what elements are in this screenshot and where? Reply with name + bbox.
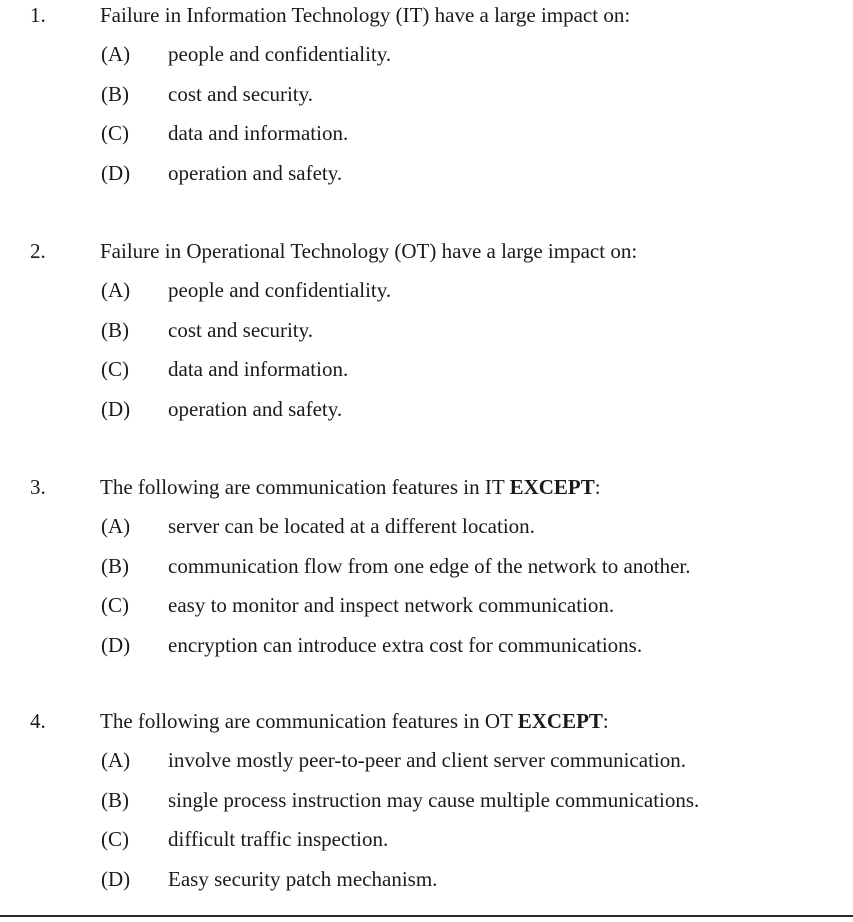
option-a bbox=[0, 29, 853, 69]
question-stem-line bbox=[0, 707, 853, 735]
question-number: 4. bbox=[30, 709, 46, 733]
option-text: single process instruction may cause multiple communications. bbox=[168, 787, 700, 812]
question-2 bbox=[0, 237, 853, 423]
option-letter: (C) bbox=[101, 357, 129, 381]
question-1 bbox=[0, 1, 853, 187]
option-text: cost and security. bbox=[168, 317, 314, 342]
option-letter: (D) bbox=[101, 632, 131, 657]
option-letter: (D) bbox=[101, 160, 131, 185]
option-d bbox=[0, 854, 853, 894]
option-text: people and confidentiality. bbox=[168, 42, 392, 66]
question-3 bbox=[0, 473, 853, 659]
question-number: 2. bbox=[30, 239, 46, 263]
option-a bbox=[0, 265, 853, 305]
option-letter: (B) bbox=[101, 787, 129, 812]
question-stem bbox=[100, 707, 609, 735]
option-letter: (A) bbox=[101, 278, 131, 302]
option-text: data and information. bbox=[168, 121, 349, 145]
option-text: difficult traffic inspection. bbox=[168, 827, 389, 851]
option-letter: (A) bbox=[101, 514, 131, 538]
question-number: 1. bbox=[30, 3, 46, 27]
option-letter: (A) bbox=[101, 42, 131, 66]
option-c bbox=[0, 580, 853, 620]
question-stem-line bbox=[0, 473, 853, 501]
option-text: operation and safety. bbox=[168, 160, 343, 185]
option-text: people and confidentiality. bbox=[168, 278, 392, 302]
option-b bbox=[0, 541, 853, 581]
option-text: operation and safety. bbox=[168, 396, 343, 421]
option-letter: (A) bbox=[101, 748, 131, 772]
option-text: easy to monitor and inspect network communication. bbox=[168, 593, 615, 617]
option-text: encryption can introduce extra cost for communications. bbox=[168, 632, 643, 657]
option-b bbox=[0, 69, 853, 109]
option-letter: (B) bbox=[101, 553, 129, 578]
option-text: involve mostly peer-to-peer and client server communication. bbox=[168, 748, 686, 772]
option-a bbox=[0, 735, 853, 775]
option-c bbox=[0, 108, 853, 148]
option-letter: (B) bbox=[101, 81, 129, 106]
question-number: 3. bbox=[30, 475, 46, 499]
question-stem-text: The following are communication features in IT bbox=[100, 475, 510, 499]
question-stem-text: Failure in Operational Technology (OT) have a large impact on: bbox=[100, 239, 638, 263]
option-c bbox=[0, 344, 853, 384]
option-b bbox=[0, 305, 853, 345]
option-text: Easy security patch mechanism. bbox=[168, 866, 438, 891]
option-letter: (D) bbox=[101, 866, 131, 891]
option-text: server can be located at a different location. bbox=[168, 514, 535, 538]
question-stem-suffix: : bbox=[602, 709, 609, 733]
option-letter: (B) bbox=[101, 317, 129, 342]
option-c bbox=[0, 814, 853, 854]
option-b bbox=[0, 775, 853, 815]
option-letter: (C) bbox=[101, 593, 129, 617]
option-a bbox=[0, 501, 853, 541]
question-stem-text: Failure in Information Technology (IT) have a large impact on: bbox=[100, 3, 631, 27]
page-bottom-divider bbox=[0, 915, 853, 917]
option-letter: (D) bbox=[101, 396, 131, 421]
question-stem bbox=[100, 1, 630, 29]
question-stem-line bbox=[0, 237, 853, 265]
option-d bbox=[0, 384, 853, 424]
question-stem bbox=[100, 473, 601, 501]
question-4 bbox=[0, 707, 853, 893]
option-text: data and information. bbox=[168, 357, 349, 381]
question-stem-suffix: : bbox=[594, 475, 601, 499]
option-text: communication flow from one edge of the network to another. bbox=[168, 553, 691, 578]
except-emphasis: EXCEPT bbox=[509, 475, 595, 499]
question-stem-line bbox=[0, 1, 853, 29]
question-stem-text: The following are communication features in OT bbox=[100, 709, 518, 733]
option-letter: (C) bbox=[101, 827, 129, 851]
except-emphasis: EXCEPT bbox=[517, 709, 603, 733]
question-stem bbox=[100, 237, 637, 265]
option-d bbox=[0, 148, 853, 188]
option-letter: (C) bbox=[101, 121, 129, 145]
option-d bbox=[0, 620, 853, 660]
option-text: cost and security. bbox=[168, 81, 314, 106]
